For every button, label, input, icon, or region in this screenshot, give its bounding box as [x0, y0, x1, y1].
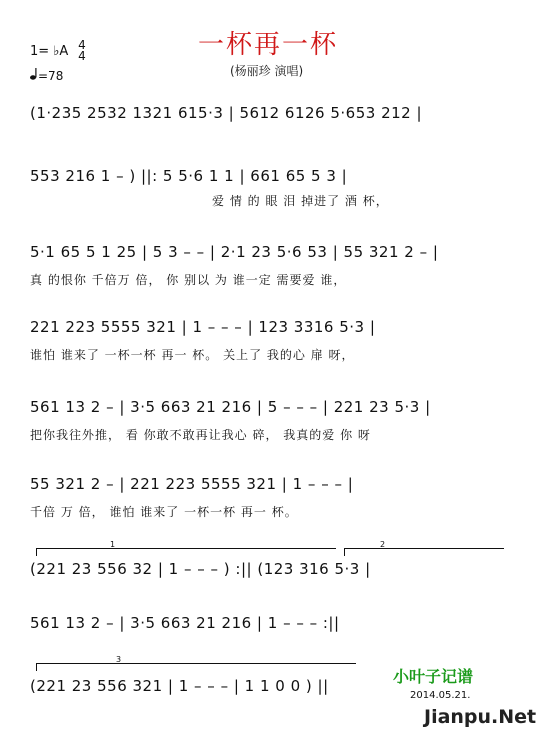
- lyric-row-4: 谁怕 谁来了 一杯一杯 再一 杯。 关上了 我的心 扉 呀，: [30, 348, 355, 362]
- volta-tick: [36, 663, 37, 671]
- quarter-note-icon: [30, 68, 38, 80]
- transcription-date: 2014.05.21.: [410, 690, 471, 701]
- site-watermark: Jianpu.Net: [424, 706, 536, 728]
- transcriber-credit: 小叶子记谱: [393, 667, 474, 686]
- score-row-2: 553 216 1 – ) ||: 5 5·6 1 1 | 661 65 5 3 |: [30, 167, 348, 185]
- volta-bracket-3: [36, 663, 356, 664]
- score-row-4: 221 223 5555 321 | 1 – – – | 123 3316 5·3 |: [30, 318, 376, 336]
- score-row-6: 55 321 2 – | 221 223 5555 321 | 1 – – – |: [30, 475, 354, 493]
- volta-number-1: 1: [110, 540, 116, 549]
- score-row-7: (221 23 556 32 | 1 – – – ) :|| (123 316 5·3 |: [30, 560, 371, 578]
- page-title: 一杯再一杯: [197, 30, 338, 60]
- volta-number-2: 2: [380, 540, 386, 549]
- lyric-row-3: 真 的恨你 千倍万 倍， 你 别以 为 谁一定 需要爱 谁，: [30, 273, 347, 287]
- volta-tick: [36, 548, 37, 556]
- time-signature: [76, 40, 88, 62]
- score-row-8: 561 13 2 – | 3·5 663 21 216 | 1 – – – :||: [30, 614, 340, 632]
- tempo-value: =78: [38, 69, 64, 83]
- volta-bracket-2: [344, 548, 504, 549]
- volta-number-3: 3: [116, 655, 122, 664]
- lyric-row-6: 千倍 万 倍， 谁怕 谁来了 一杯一杯 再一 杯。: [30, 505, 298, 519]
- volta-tick: [344, 548, 345, 556]
- lyric-row-2: 爱 情 的 眼 泪 掉进了 酒 杯，: [212, 194, 389, 208]
- score-row-1: (1·235 2532 1321 615·3 | 5612 6126 5·653 212 |: [30, 104, 423, 122]
- score-row-9: (221 23 556 321 | 1 – – – | 1 1 0 0 ) ||: [30, 677, 329, 695]
- score-row-3: 5·1 65 5 1 25 | 5 3 – – | 2·1 23 5·6 53 | 55 321 2 – |: [30, 243, 439, 261]
- score-row-5: 561 13 2 – | 3·5 663 21 216 | 5 – – – | 221 23 5·3 |: [30, 398, 431, 416]
- tempo-marking: [30, 68, 63, 83]
- volta-bracket-1: [36, 548, 336, 549]
- time-signature-top: 4: [78, 38, 86, 52]
- time-signature-bottom: 4: [78, 49, 86, 63]
- key-signature: 1= ♭A: [30, 44, 69, 59]
- singer-credit: (杨丽珍 演唱): [230, 64, 304, 78]
- lyric-row-5: 把你我往外推， 看 你敢不敢再让我心 碎， 我真的爱 你 呀: [30, 428, 371, 442]
